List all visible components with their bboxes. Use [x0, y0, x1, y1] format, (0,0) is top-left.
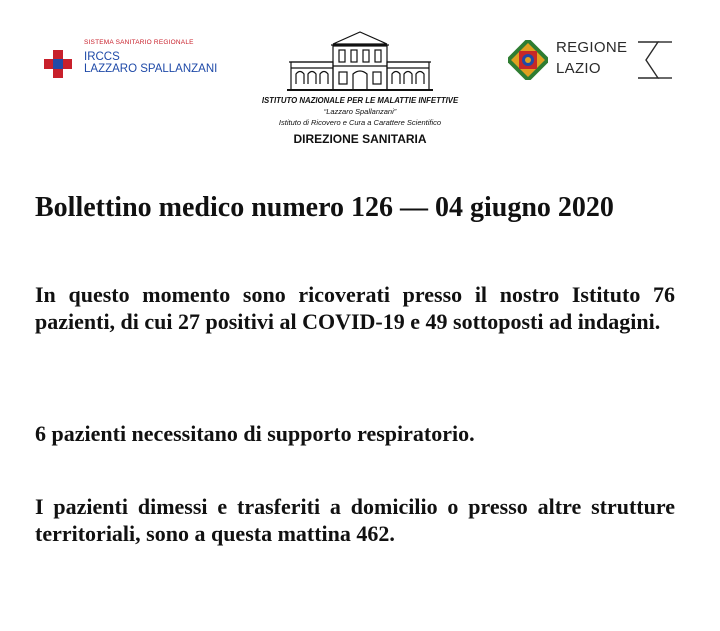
regione-label: REGIONE: [556, 39, 628, 56]
lazio-label: LAZIO: [556, 60, 601, 77]
institute-name: “Lazzaro Spallanzani”: [323, 107, 397, 116]
chevron-decoration-icon: [638, 40, 674, 80]
letterhead: [0, 0, 720, 160]
logo-irccs-label: IRCCS: [84, 51, 120, 63]
building-icon: [285, 28, 435, 94]
institute-title: ISTITUTO NAZIONALE PER LE MALATTIE INFETTIVE: [261, 96, 459, 105]
bulletin-paragraph-discharged: I pazienti dimessi e trasferiti a domicilio o presso altre strutture territoriali, sono a questa mattina 462.: [35, 494, 675, 546]
spallanzani-logo: [44, 38, 244, 88]
logo-institute-name: LAZZARO SPALLANZANI: [84, 63, 218, 75]
bulletin-paragraph-admissions: In questo momento sono ricoverati presso il nostro Istituto 76 pazienti, di cui 27 positivi al COVID-19 e 49 sottoposti ad indagini.: [35, 282, 675, 334]
logo-system-label: SISTEMA SANITARIO REGIONALE: [84, 39, 194, 46]
regione-lazio-emblem-icon: [508, 40, 548, 80]
institute-type: Istituto di Ricovero e Cura a Carattere Scientifico: [278, 118, 442, 127]
regione-lazio-logo: [508, 38, 678, 86]
bulletin-title: Bollettino medico numero 126 — 04 giugno 2020: [35, 192, 614, 223]
institute-heading: [230, 28, 490, 146]
bulletin-paragraph-respiratory: 6 pazienti necessitano di supporto respiratorio.: [35, 421, 475, 446]
department-label: DIREZIONE SANITARIA: [293, 132, 427, 146]
red-cross-icon: [44, 50, 72, 78]
